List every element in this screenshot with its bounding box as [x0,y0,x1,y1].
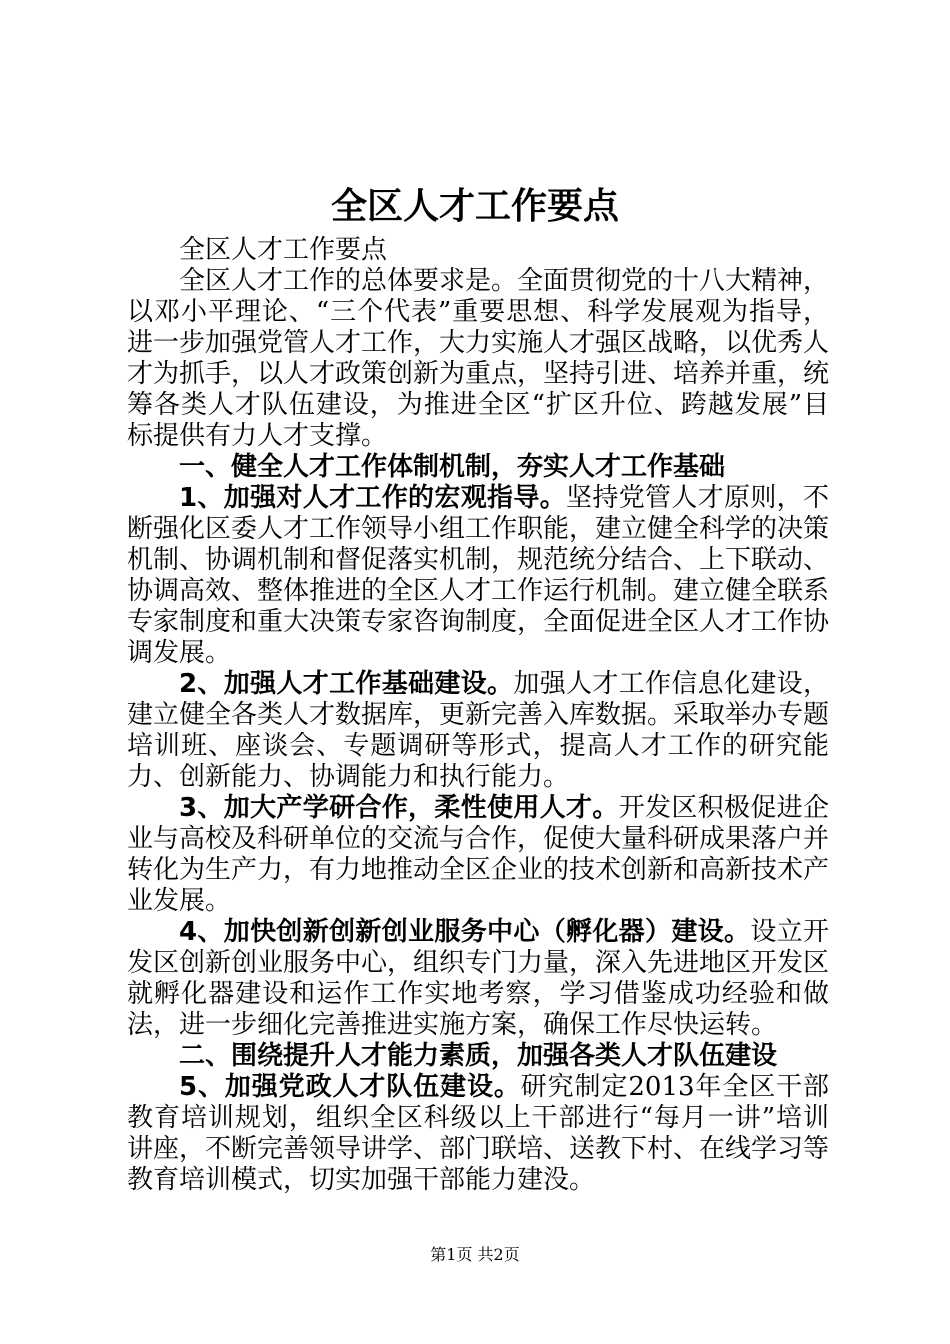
item-2-paragraph [127,669,829,793]
item-5-body: 研究制定2013年全区干部教育培训规划，组织全区科级以上干部进行“每月一讲”培训讲座，不断完善领导讲学、部门联培、送教下村、在线学习等教育培训模式，切实加强干部能力建没。 [127,1072,830,1195]
item-1-body: 坚持党管人才原则，不断强化区委人才工作领导小组工作职能，建立健全科学的决策机制、协调机制和督促落实机制，规范统分结合、上下联动、协调高效、整体推进的全区人才工作运行机制。建立健全联系专家制度和重大决策专家咨询制度，全面促进全区人才工作协调发展。 [127,483,830,668]
item-4-paragraph [127,917,829,1041]
section-2-heading: 二、围绕提升人才能力素质，加强各类人才队伍建设 [179,1041,778,1071]
item-1-lead: 1、加强对人才工作的宏观指导。 [179,483,567,513]
item-3-paragraph [127,793,829,917]
item-1-paragraph [127,483,829,669]
item-4-lead: 4、加快创新创新创业服务中心（孵化器）建设。 [179,917,751,947]
page-footer: 第1页 共2页 [430,1245,520,1264]
page-title: 全区人才工作要点 [330,186,619,227]
document-subtitle: 全区人才工作要点 [179,235,388,265]
intro-paragraph: 全区人才工作的总体要求是。全面贯彻党的十八大精神，以邓小平理论、“三个代表”重要思想、科学发展观为指导，进一步加强党管人才工作，大力实施人才强区战略，以优秀人才为抓手，以人才政策创新为重点，坚持引进、培养并重，统筹各类人才队伍建设，为推进全区“扩区升位、跨越发展”目标提供有力人才支撑。 [127,266,830,451]
item-5-paragraph [127,1072,829,1196]
item-3-body: 开发区积极促进企业与高校及科研单位的交流与合作，促使大量科研成果落户并转化为生产力，有力地推动全区企业的技术创新和高新技术产业发展。 [127,793,830,916]
section-1-heading: 一、健全人才工作体制机制，夯实人才工作基础 [179,452,726,482]
document-body [127,235,829,1196]
item-3-lead: 3、加大产学研合作，柔性使用人才。 [179,793,619,823]
item-5-lead: 5、加强党政人才队伍建设。 [179,1072,521,1102]
item-2-lead: 2、加强人才工作基础建设。 [179,669,514,699]
item-4-body: 设立开发区创新创业服务中心，组织专门力量，深入先进地区开发区就孵化器建设和运作工作实地考察，学习借鉴成功经验和做法，进一步细化完善推进实施方案，确保工作尽快运转。 [127,917,830,1040]
item-2-body: 加强人才工作信息化建设，建立健全各类人才数据库，更新完善入库数据。采取举办专题培训班、座谈会、专题调研等形式，提高人才工作的研究能力、创新能力、协调能力和执行能力。 [127,669,830,792]
